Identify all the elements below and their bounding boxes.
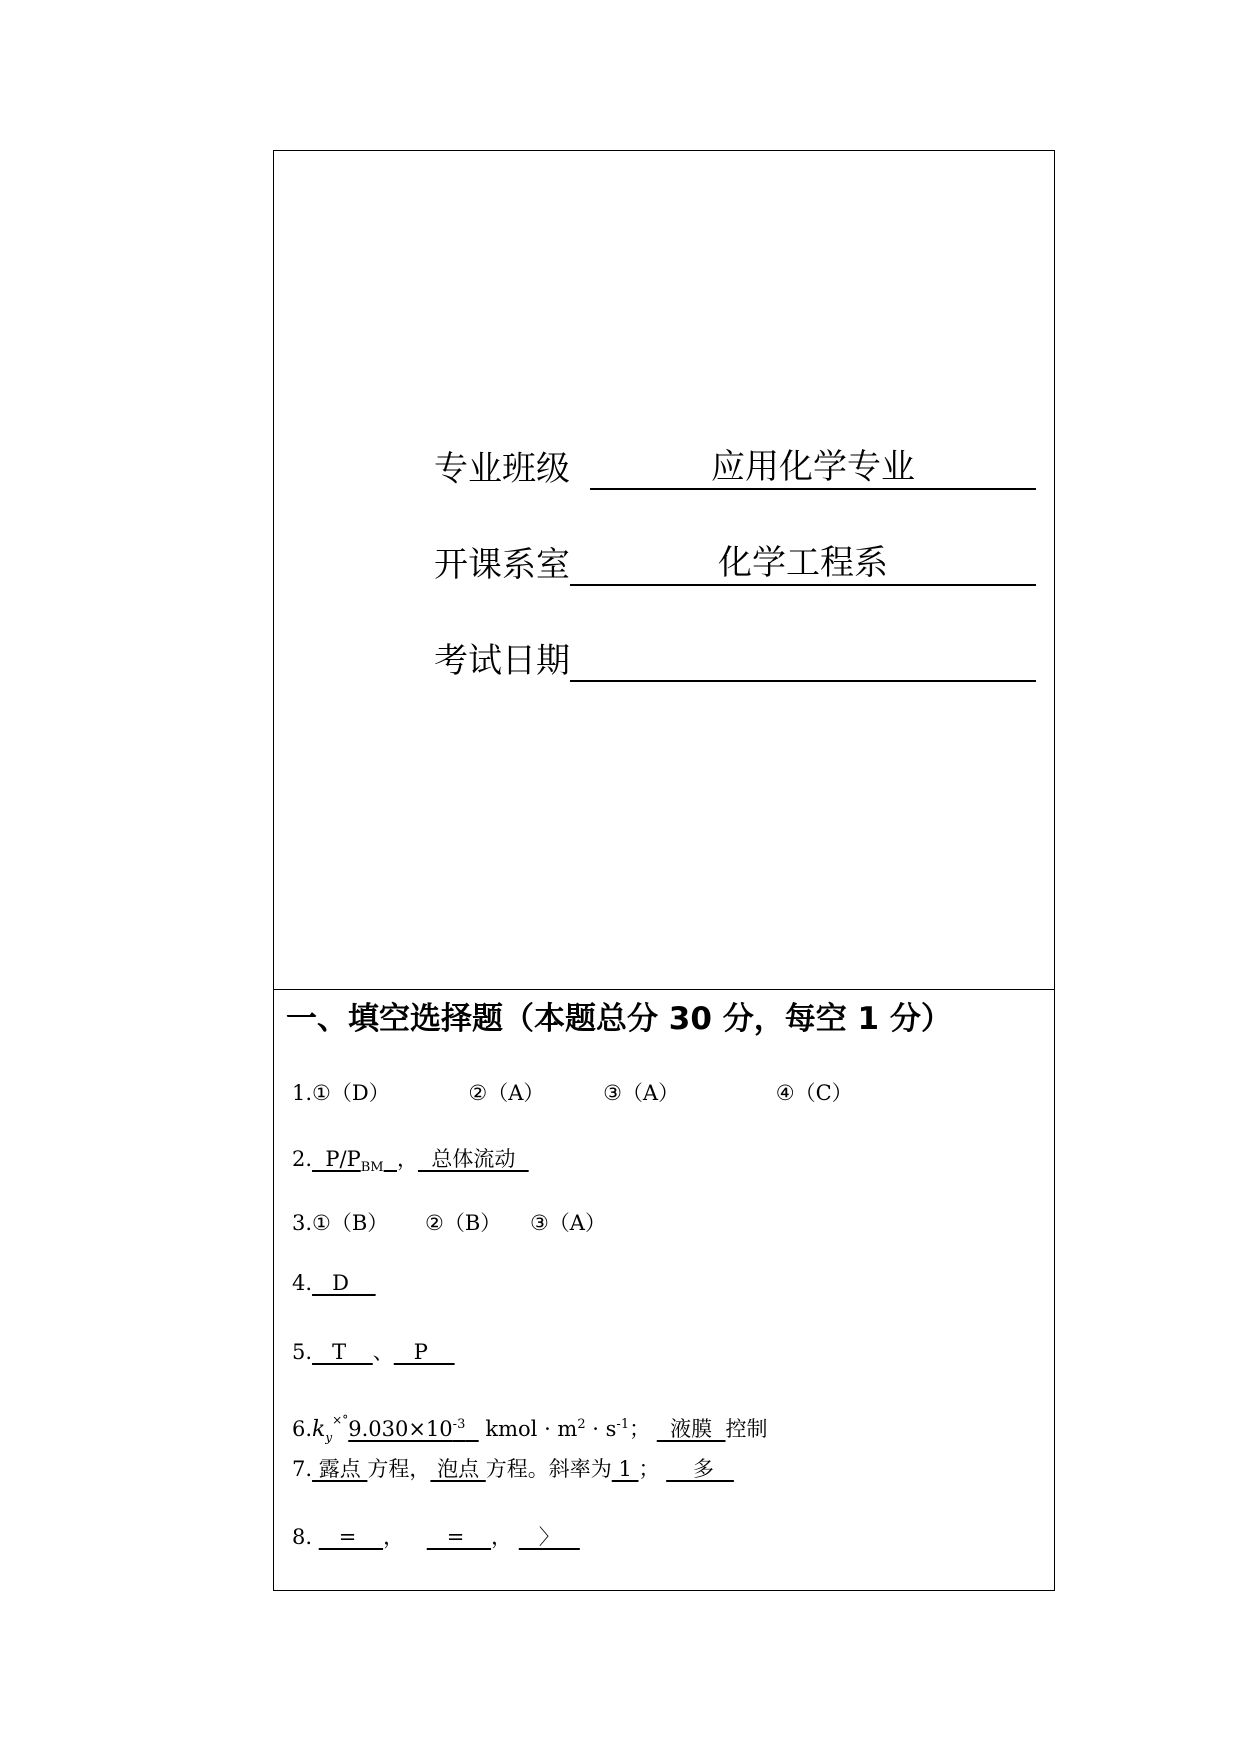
answer-2-blank-1: $P/P_{BM}$ [312,1147,384,1176]
answer-1-a: ①（D） [312,1081,390,1105]
answer-7-blank-1: 露点 [312,1457,368,1481]
department-row [434,537,1036,586]
answer-7-text-1: 方程， [367,1457,431,1481]
answer-7-blank-2: 泡点 [430,1457,486,1481]
answer-6-blank: 液膜 [656,1417,726,1441]
answer-5-number: 5. [292,1340,313,1364]
answer-7-blank-3: 1 [611,1457,639,1481]
answer-2-separator: ， [396,1147,418,1171]
answer-8-number: 8. [292,1525,313,1549]
answer-8-separator-1: ， [383,1525,405,1549]
answer-sheet-frame [273,150,1055,1591]
answer-1 [292,1077,853,1107]
answer-8-separator-2: ， [491,1525,513,1549]
section-title: 一、填空选择题（本题总分 30 分，每空 1 分） [286,1001,952,1037]
answer-8 [292,1521,580,1551]
answer-3 [292,1207,606,1237]
answer-3-a: ①（B） [312,1211,389,1235]
major-value: 应用化学专业 [590,446,1036,490]
answer-6-separator: ； [629,1417,651,1441]
department-value: 化学工程系 [570,542,1036,586]
answer-4-blank: D [312,1271,376,1295]
answer-1-number: 1. [292,1081,313,1105]
answer-5-separator: 、 [372,1340,394,1364]
major-row [434,441,1036,490]
answer-3-b: ②（B） [425,1211,502,1235]
answer-3-c: ③（A） [529,1211,606,1235]
answer-4 [292,1271,376,1295]
answer-7-text-2: 方程。斜率为 [485,1457,612,1481]
answer-6 [292,1413,767,1444]
answer-1-d: ④（C） [775,1081,853,1105]
answer-5-blank-1: T [312,1340,373,1364]
answer-5-blank-2: P [393,1340,455,1364]
answer-3-number: 3. [292,1211,313,1235]
answer-4-number: 4. [292,1271,313,1295]
answer-6-unit: kmol · $m^2 \cdot s^{-1}$ [485,1417,630,1441]
answer-6-symbol: $k_y$ [312,1417,333,1445]
answer-7 [292,1453,734,1483]
answer-7-blank-4: 多 [666,1457,734,1481]
answer-7-separator: ； [638,1457,660,1481]
answer-5 [292,1336,455,1366]
answer-6-number: 6. [292,1417,313,1441]
answer-2 [292,1143,529,1175]
answer-6-tail: 控制 [725,1417,768,1441]
answer-6-mark: ×° [332,1413,349,1427]
answer-8-blank-3: 〉 [518,1525,580,1549]
answer-1-c: ③（A） [603,1081,680,1105]
section-divider [274,989,1054,990]
major-label: 专业班级 [434,449,570,489]
answer-8-blank-2: = [426,1525,492,1549]
answer-2-number: 2. [292,1147,313,1171]
exam-date-value [570,638,1036,682]
exam-date-label: 考试日期 [434,641,570,681]
answer-8-blank-1: = [318,1525,384,1549]
answer-6-value: $9.030\times 10^{-3}$ [348,1417,466,1441]
answer-7-number: 7. [292,1457,313,1481]
exam-date-row [434,633,1036,682]
answer-2-blank-2: 总体流动 [417,1147,529,1171]
department-label: 开课系室 [434,545,570,585]
answer-1-b: ②（A） [468,1081,545,1105]
